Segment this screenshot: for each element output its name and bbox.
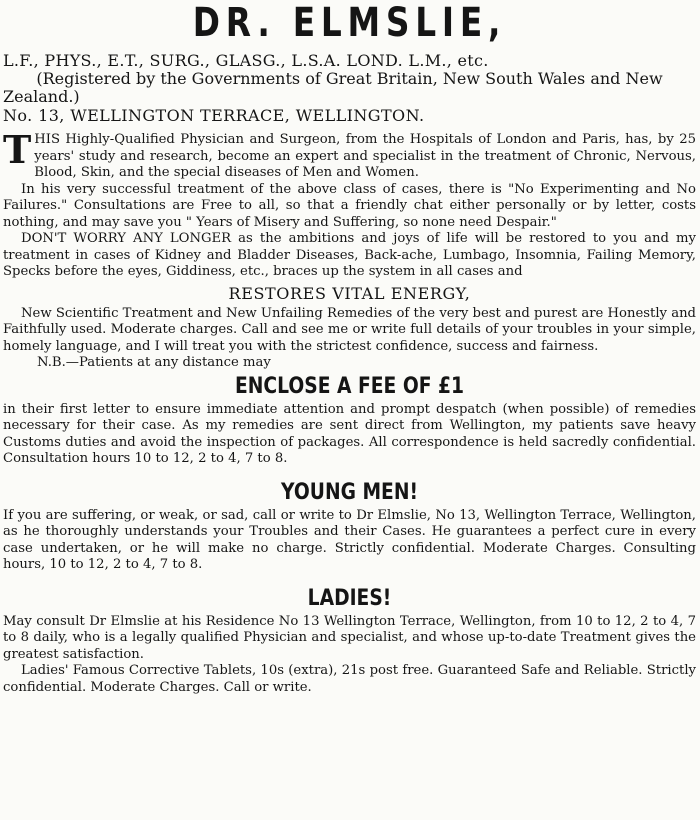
drop-cap: T (3, 127, 32, 172)
doctor-name-title: DR. ELMSLIE, (192, 0, 507, 46)
intro-text: HIS Highly-Qualified Physician and Surgeon, from the Hospitals of London and Paris, has, by 25 years' study and research, become an expert and specialist in the treatment of Chronic, Nervous, Blood, Skin, and the special diseases of Men and Women. (34, 132, 696, 180)
success-paragraph: In his very successful treatment of the above class of cases, there is "No Experimenting and No Failures." Consultations are Free to all, so that a friendly chat either personally or by letter, costs nothing, and may save you " Years of Misery and Suffering, so none need Despair." (3, 181, 696, 230)
young-men-paragraph: If you are suffering, or weak, or sad, call or write to Dr Elmslie, No 13, Wellington Terrace, Wellington, as he thoroughly understands your Troubles and their Cases. He guarantees a perfect cure in every case undertaken, or he will make no charge. Strictly confidential. Moderate Charges. Consulting hours, 10 to 12, 2 to 4, 7 to 8. (3, 507, 696, 572)
credentials-line: L.F., PHYS., E.T., SURG., GLASG., L.S.A. LOND. L.M., etc. (3, 51, 489, 70)
fee-paragraph: in their first letter to ensure immediate attention and prompt despatch (when possible) of remedies necessary for their case. As my remedies are sent direct from Wellington, my patients save heavy Customs duties and avoid the inspection of packages. All correspondence is held sacredly confidential. Consultation hours 10 to 12, 2 to 4, 7 to 8. (3, 401, 696, 466)
ladies-paragraph: May consult Dr Elmslie at his Residence No 13 Wellington Terrace, Wellington, from 10 to 12, 2 to 4, 7 to 8 daily, who is a legally qualified Physician and specialist, and whose up-to-date Treatment gives the greatest satisfaction. (3, 613, 696, 662)
address-line: No. 13, WELLINGTON TERRACE, WELLINGTON. (3, 106, 425, 125)
tablets-paragraph: Ladies' Famous Corrective Tablets, 10s (extra), 21s post free. Guaranteed Safe and Reliable. Strictly confidential. Moderate Charges. Call or write. (3, 663, 696, 695)
scientific-treatment-paragraph: New Scientific Treatment and New Unfailing Remedies of the very best and purest are Honestly and Faithfully used. Moderate charges. Call and see me or write full details of your troubles in your simple, homely language, and I will treat you with the strictest confidence, success and fairness. (3, 305, 696, 354)
young-men-heading: YOUNG MEN! (280, 479, 419, 505)
ladies-heading: LADIES! (307, 585, 392, 611)
intro-paragraph (3, 127, 696, 182)
enclose-fee-heading: ENCLOSE A FEE OF £1 (234, 373, 465, 399)
nb-note: N.B.—Patients at any distance may (37, 355, 271, 370)
vital-energy-heading: RESTORES VITAL ENERGY, (228, 283, 471, 303)
worry-paragraph: DON'T WORRY ANY LONGER as the ambitions and joys of life will be restored to you and my treatment in cases of Kidney and Bladder Diseases, Back-ache, Lumbago, Insomnia, Failing Memory, Specks before the eyes, Giddiness, etc., braces up the system in all cases and (3, 231, 696, 279)
registration-line: (Registered by the Governments of Great Britain, New South Wales and New Zealand.) (3, 69, 663, 106)
